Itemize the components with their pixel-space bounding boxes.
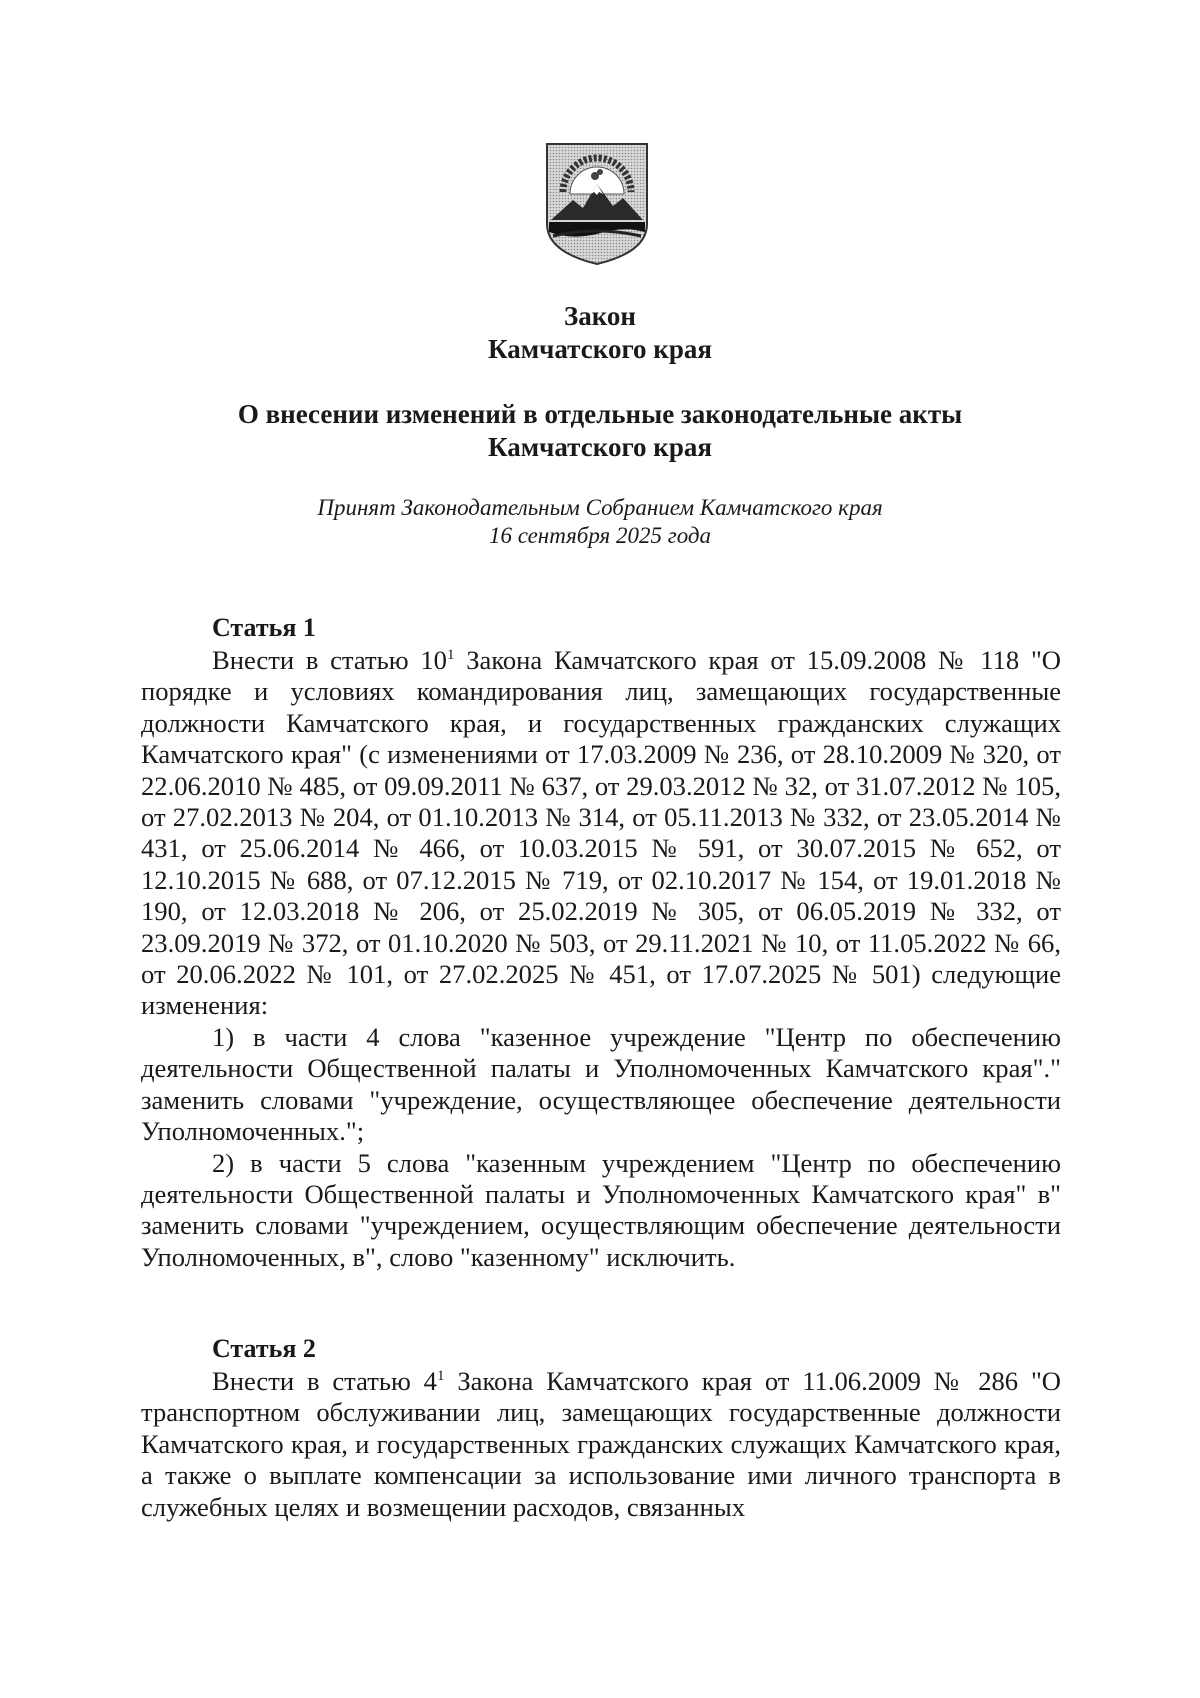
article-1-item-1: 1) в части 4 слова "казенное учреждение "Центр по обеспечению деятельности Общественной палаты и Уполномоченных Камчатского края"." заменить словами "учреждение, осуществляющее обеспечение деятельности Уполномоченных."; [141,1021,1061,1147]
adoption-note [140,494,1060,550]
article-1-heading: Статья 1 [212,613,316,642]
law-region-line: Камчатского края [488,334,712,364]
article-1-intro: Внести в статью $10^1$ Закона Камчатского края от 15.09.2008 № 118 "О порядке и условиях командирования лиц, замещающих государственные должности Камчатского края, и государственных гражданских служащих Камчатского края" (с изменениями от 17.03.2009 № 236, от 28.10.2009 № 320, от 22.06.2010 № 485, от 09.09.2011 № 637, от 29.03.2012 № 32, от 31.07.2012 № 105, от 27.02.2013 № 204, от 01.10.2013 № 314, от 05.11.2013 № 332, от 23.05.2014 № 431, от 25.06.2014 № 466, от 10.03.2015 № 591, от 30.07.2015 № 652, от 12.10.2015 № 688, от 07.12.2015 № 719, от 02.10.2017 № 154, от 19.01.2018 № 190, от 12.03.2018 № 206, от 25.02.2019 № 305, от 06.05.2019 № 332, от 23.09.2019 № 372, от 01.10.2020 № 503, от 29.11.2021 № 10, от 11.05.2022 № 66, от 20.06.2022 № 101, от 27.02.2025 № 451, от 17.07.2025 № 501) следующие изменения: [141,645,1061,1021]
law-subject-line-1: О внесении изменений в отдельные законодательные акты [237,399,963,429]
article-2-intro: Внести в статью $4^1$ Закона Камчатского края от 11.06.2009 № 286 "О транспортном обслуживании лиц, замещающих государственные должности Камчатского края, и государственных гражданских служащих Камчатского края, а также о выплате компенсации за использование ими личного транспорта в служебных целях и возмещении расходов, связанных [141,1366,1062,1522]
law-subject-line-2: Камчатского края [488,432,712,462]
article-2-heading: Статья 2 [212,1334,316,1363]
superscript: 1 [436,1368,445,1385]
article-1-body [141,645,1061,1273]
adoption-body: Принят Законодательным Собранием Камчатского края [317,495,883,520]
law-subject [140,398,1060,464]
kamchatka-coat-of-arms-icon [543,140,651,268]
law-title [140,300,1060,366]
adoption-date: 16 сентября 2025 года [488,523,712,548]
law-title-line: Закон [563,301,636,331]
article-2-body [141,1366,1061,1523]
superscript: 1 [446,647,455,664]
article-1-item-2: 2) в части 5 слова "казенным учреждением "Центр по обеспечению деятельности Общественной палаты и Уполномоченных Камчатского края" в" заменить словами "учреждением, осуществляющим обеспечение деятельности Уполномоченных, в", слово "казенному" исключить. [141,1147,1061,1272]
